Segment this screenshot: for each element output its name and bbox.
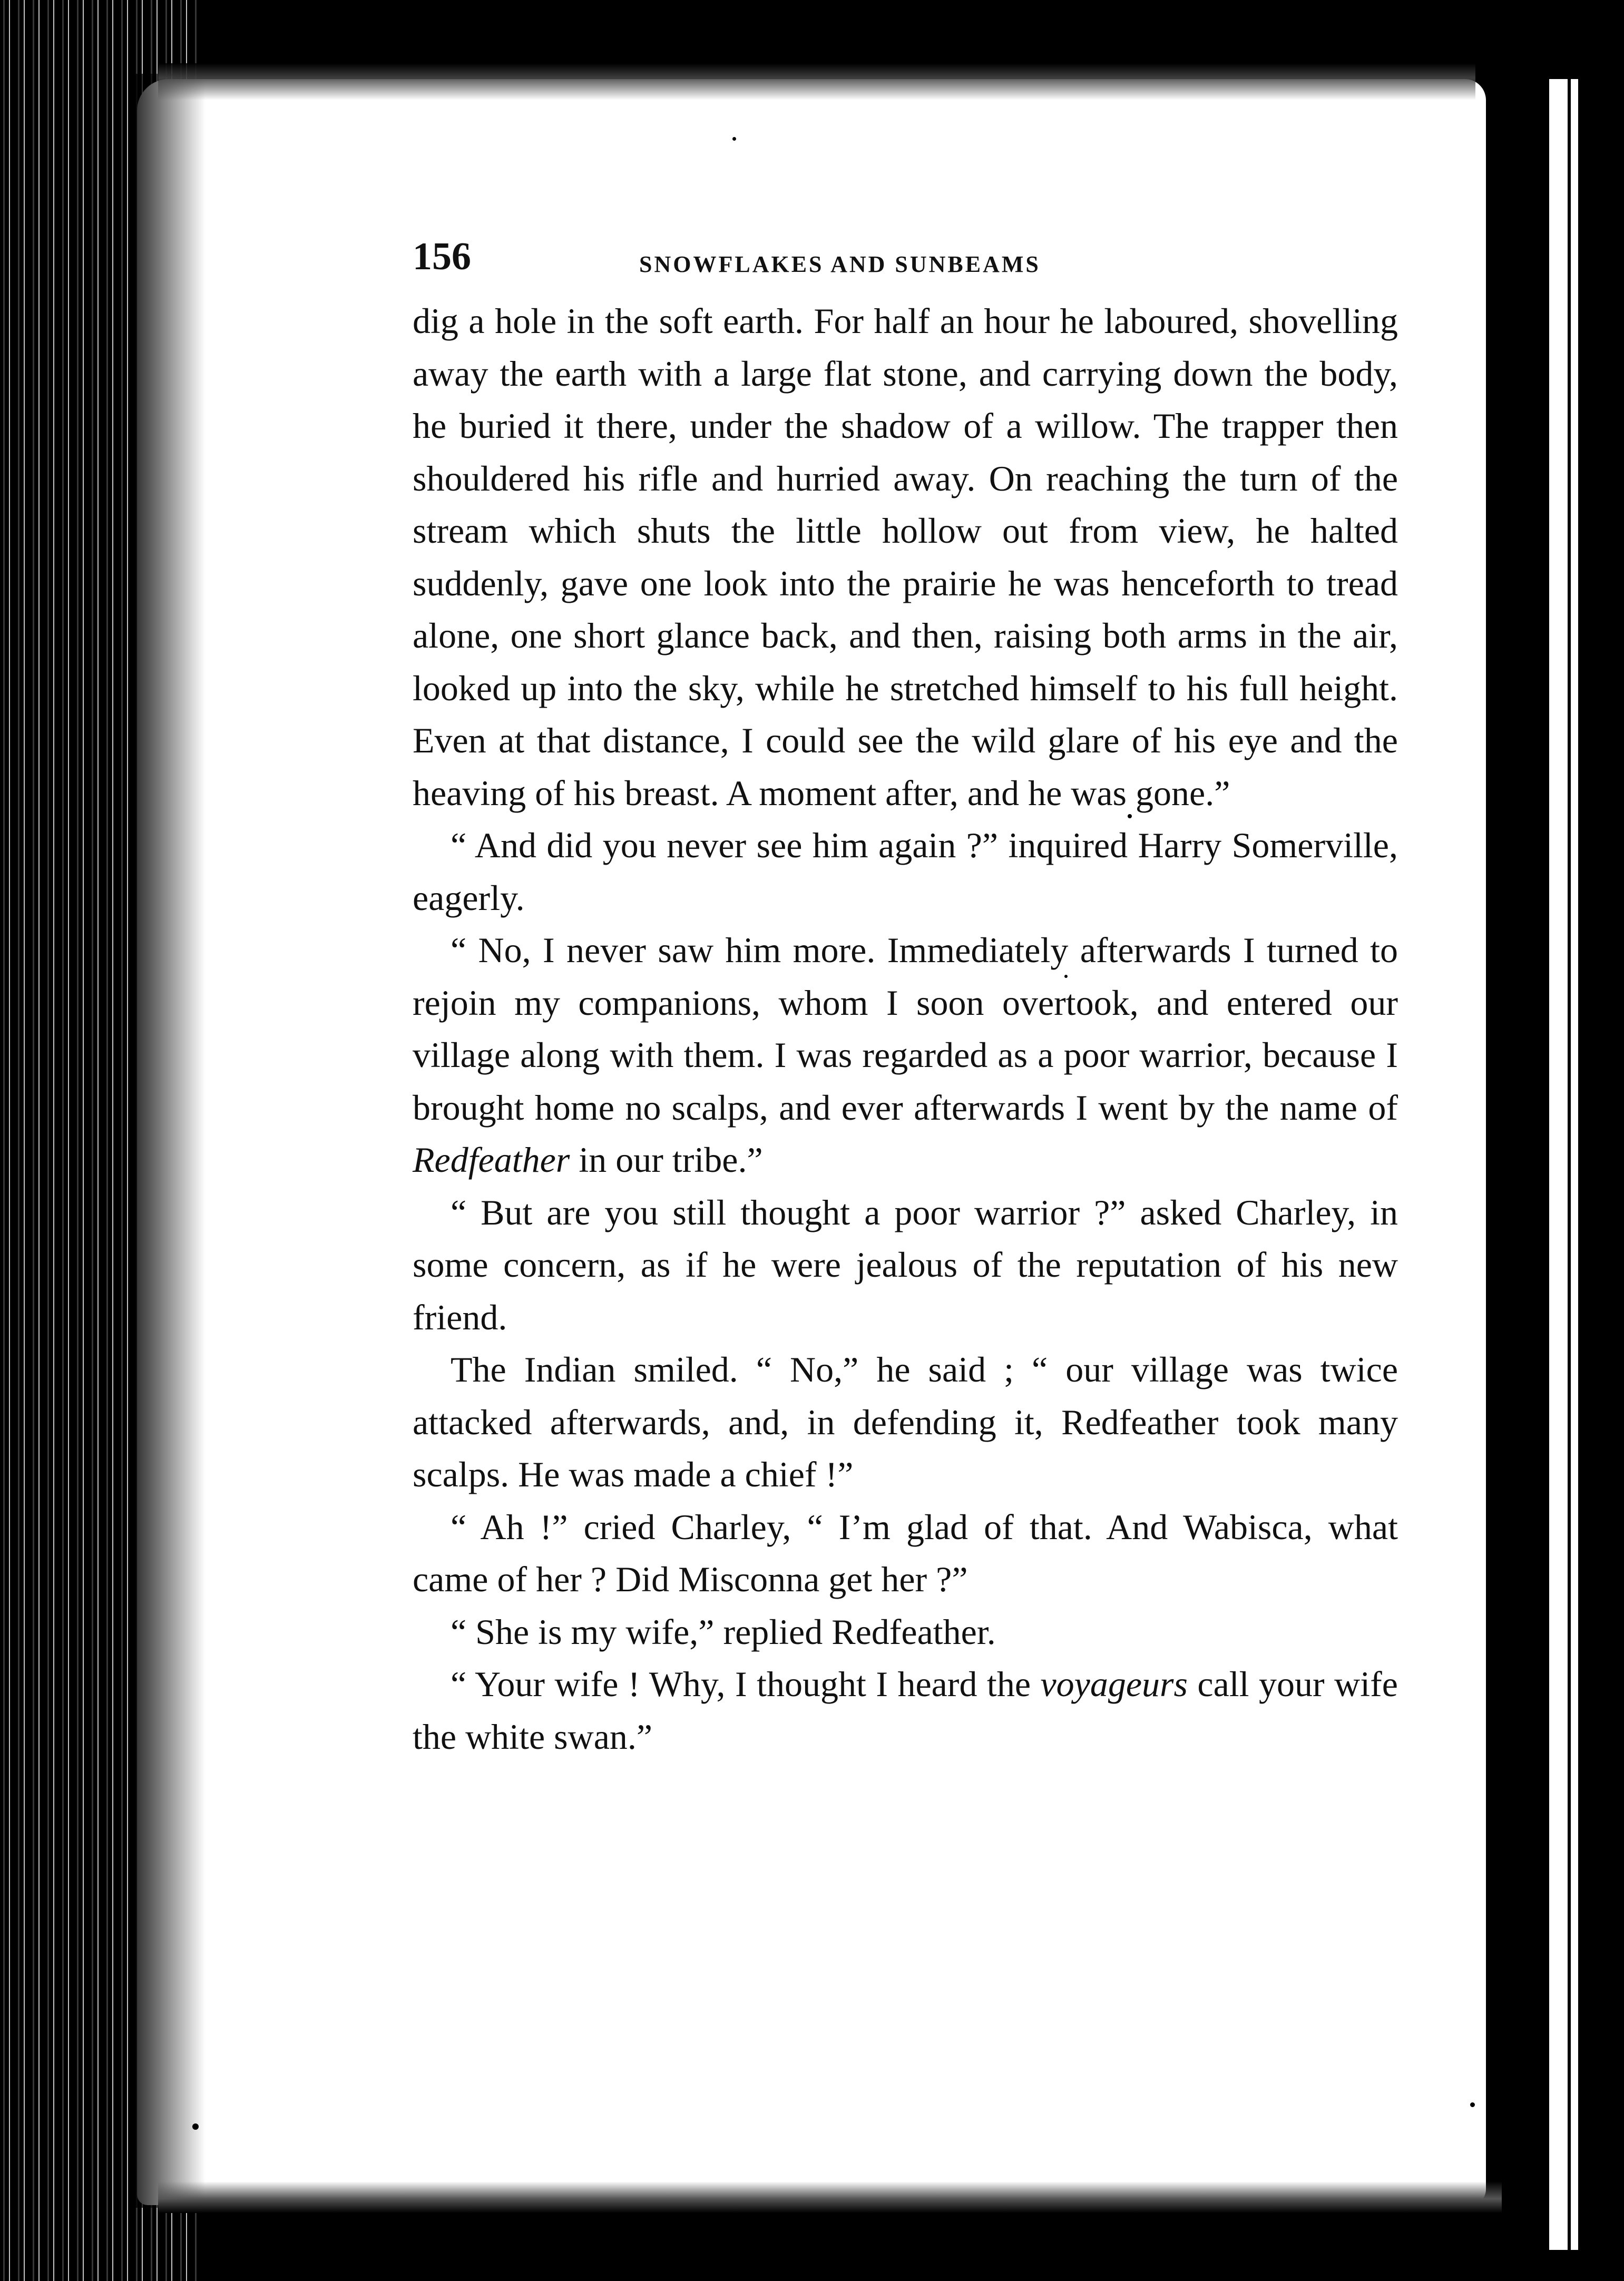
paragraph — [413, 1344, 1398, 1501]
paragraph — [413, 1501, 1398, 1606]
paragraph — [413, 1606, 1398, 1659]
page-content — [413, 237, 1398, 1763]
scan-speck — [192, 2123, 199, 2130]
italic-text: Redfeather — [413, 1140, 570, 1180]
paragraph — [413, 295, 1398, 819]
italic-text: voyageurs — [1040, 1664, 1188, 1704]
paragraph — [413, 1658, 1398, 1763]
paragraph-text: “ No, I never saw him more. Immediately afterwards I turned to rejoin my companions, whom I soon overtook, and entered our village along with them. I was regarded as a poor warrior, because I brought home no scalps, and ever afterwards I went by the name of — [413, 930, 1398, 1128]
paragraph — [413, 819, 1398, 924]
running-head — [413, 237, 1398, 295]
bottom-edge-shadow — [158, 2181, 1502, 2213]
paragraph-text: The Indian smiled. “ No,” he said ; “ our village was twice attacked afterwards, and, in defending it, Redfeather took many scalps. He was made a chief !” — [413, 1349, 1398, 1494]
running-head-title: SNOWFLAKES AND SUNBEAMS — [639, 251, 1041, 277]
paragraph-text: “ She is my wife,” replied Redfeather. — [451, 1611, 996, 1652]
body-text — [413, 295, 1398, 1763]
paragraph-text: “ Your wife ! Why, I thought I heard the — [451, 1664, 1041, 1704]
paragraph-text: in our tribe.” — [570, 1140, 763, 1180]
paragraph — [413, 1187, 1398, 1344]
paragraph — [413, 924, 1398, 1187]
top-edge-shadow — [158, 63, 1475, 100]
page-number: 156 — [413, 235, 471, 278]
gutter-fade — [132, 74, 206, 2208]
paragraph-text: call your wife the white swan.” — [413, 1664, 1398, 1757]
scan-speck — [1470, 2102, 1475, 2107]
paragraph-text: “ Ah !” cried Charley, “ I’m glad of that. And Wabisca, what came of her ? Did Misconna get her ?” — [413, 1506, 1398, 1599]
adjacent-page-border — [1568, 79, 1571, 2250]
paragraph-text: dig a hole in the soft earth. For half an hour he laboured, shovelling away the earth with a large flat stone, and carrying down the body, he buried it there, under the shadow of a willow. The trapper then shouldered his rifle and hurried away. On reaching the turn of the stream which shuts the little hollow out from view, he halted suddenly, gave one look into the prairie he was henceforth to tread alone, one short glance back, and then, raising both arms in the air, looked up into the sky, while he stretched himself to his full height. Even at that distance, I could see the wild glare of his eye and the heaving of his breast. A moment after, and he was gone.” — [413, 301, 1398, 813]
paragraph-text: “ And did you never see him again ?” inquired Harry Somerville, eagerly. — [413, 825, 1398, 918]
paragraph-text: “ But are you still thought a poor warrior ?” asked Charley, in some concern, as if he were jealous of the reputation of his new friend. — [413, 1192, 1398, 1337]
scan-speck — [732, 137, 736, 141]
adjacent-page-edge — [1549, 79, 1578, 2250]
